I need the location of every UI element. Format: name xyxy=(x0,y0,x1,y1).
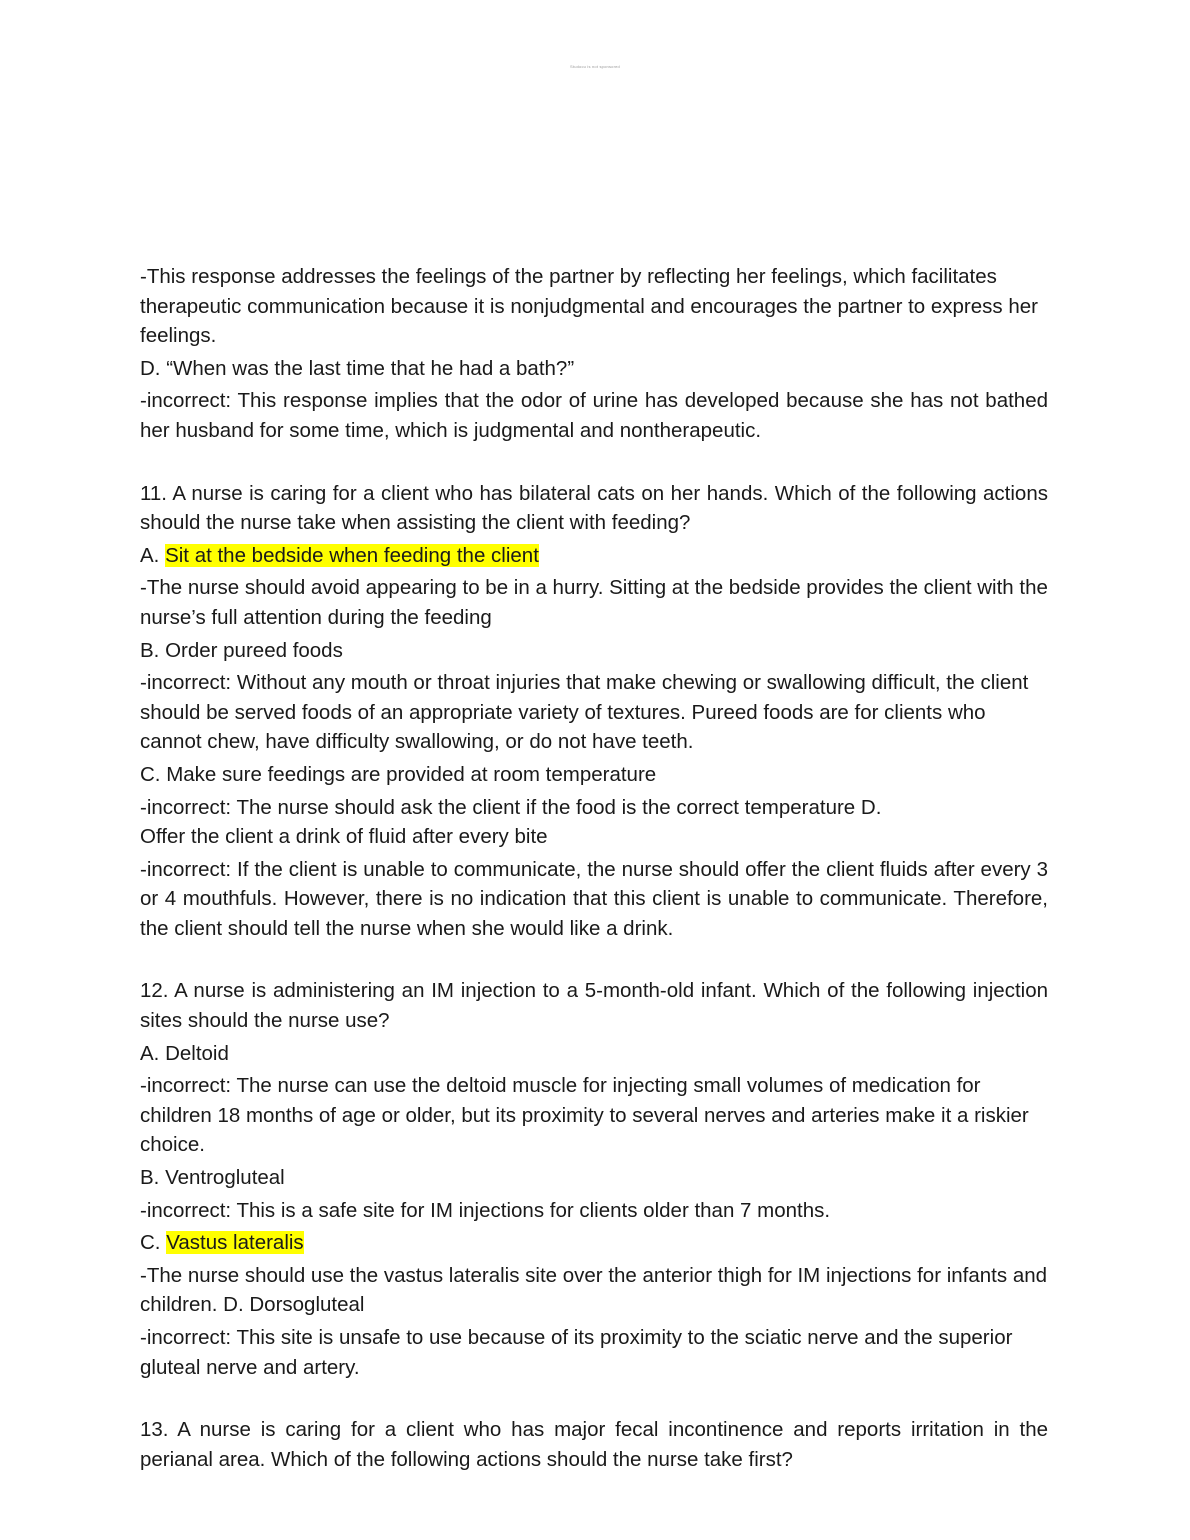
document-body xyxy=(140,262,1048,1477)
page-header-mark: Studocu is not sponsored xyxy=(570,64,620,69)
section-spacer xyxy=(140,449,1048,479)
q12-option-c-rationale: -The nurse should use the vastus lateralis site over the anterior thigh for IM injections for infants and children. D. Dorsogluteal xyxy=(140,1263,1048,1317)
q11-option-a-rationale: -The nurse should avoid appearing to be in a hurry. Sitting at the bedside provides the client with the nurse’s full attention during the feeding xyxy=(140,576,1048,629)
q11-option-d-rationale: -incorrect: If the client is unable to communicate, the nurse should offer the client fluids after every 3 or 4 mouthfuls. However, there is no indication that this client is unable to communicate. Therefore, the client should tell the nurse when she would like a drink. xyxy=(140,857,1048,940)
q12-option-b: B. Ventrogluteal xyxy=(140,1166,285,1190)
q12-correct-answer-highlight: Vastus lateralis xyxy=(166,1231,304,1255)
section-spacer xyxy=(140,946,1048,976)
q12-option-c xyxy=(140,1228,1048,1258)
q11-option-b-rationale: -incorrect: Without any mouth or throat injuries that make chewing or swallowing difficult, the client should be served foods of an appropriate variety of textures. Pureed foods are for clients who cannot chew, have difficulty swallowing, or do not have teeth. xyxy=(140,671,1029,754)
q11-option-c-rationale: -incorrect: The nurse should ask the client if the food is the correct temperature D. xyxy=(140,795,882,819)
q12-option-d-rationale: -incorrect: This site is unsafe to use because of its proximity to the sciatic nerve and the superior gluteal nerve and artery. xyxy=(140,1326,1013,1379)
q11-option-c: C. Make sure feedings are provided at room temperature xyxy=(140,762,657,786)
q11-option-b: B. Order pureed foods xyxy=(140,638,343,662)
q11-option-a xyxy=(140,541,1048,571)
section-spacer xyxy=(140,1385,1048,1415)
q11-option-a-prefix: A. xyxy=(140,543,166,567)
q10-option-c-rationale: -This response addresses the feelings of the partner by reflecting her feelings, which facilitates therapeutic communication because it is nonjudgmental and encourages the partner to express her feelings. xyxy=(140,265,1038,348)
q12-option-a: A. Deltoid xyxy=(140,1041,229,1065)
q12-option-c-prefix: C. xyxy=(140,1231,167,1255)
q11-option-d: Offer the client a drink of fluid after every bite xyxy=(140,825,548,849)
q12-stem: 12. A nurse is administering an IM injection to a 5-month-old infant. Which of the following injection sites should the nurse use? xyxy=(140,979,1048,1033)
q12-option-b-rationale: -incorrect: This is a safe site for IM injections for clients older than 7 months. xyxy=(140,1198,831,1222)
q10-option-d-rationale: -incorrect: This response implies that the odor of urine has developed because she has not bathed her husband for some time, which is judgmental and nontherapeutic. xyxy=(140,389,1048,442)
q11-correct-answer-highlight: Sit at the bedside when feeding the client xyxy=(165,543,539,567)
q11-stem: 11. A nurse is caring for a client who has bilateral cats on her hands. Which of the following actions should the nurse take when assisting the client with feeding? xyxy=(140,481,1048,535)
q13-stem: 13. A nurse is caring for a client who has major fecal incontinence and reports irritation in the perianal area. Which of the following actions should the nurse take first? xyxy=(140,1418,1048,1471)
q10-option-d: D. “When was the last time that he had a bath?” xyxy=(140,356,575,380)
q12-option-a-rationale: -incorrect: The nurse can use the deltoid muscle for injecting small volumes of medication for children 18 months of age or older, but its proximity to several nerves and arteries make it a riskier choice. xyxy=(140,1074,1029,1157)
